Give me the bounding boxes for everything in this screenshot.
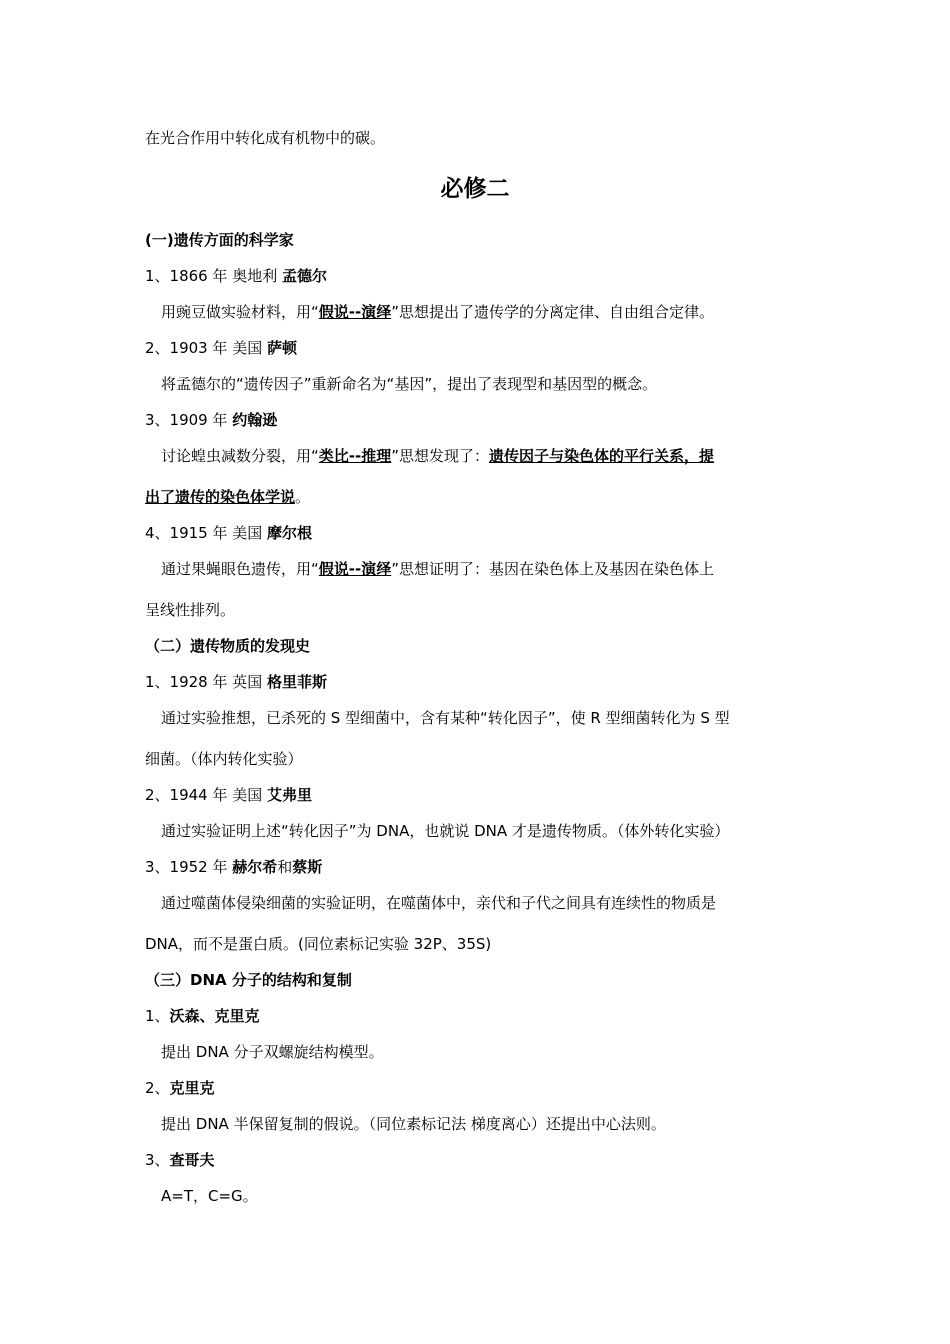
- item-number: 1、1866 年 奥地利: [145, 267, 283, 285]
- desc-emphasis: 假说--演绎: [318, 303, 392, 321]
- section-heading-genetic-material: （二）遗传物质的发现史: [145, 637, 311, 655]
- hershey-desc-cont: DNA，而不是蛋白质。(同位素标记实验 32P、35S): [145, 935, 492, 953]
- desc-emphasis: 出了遗传的染色体学说: [145, 488, 296, 506]
- item-hershey-chase: [145, 857, 322, 877]
- desc-text: 用豌豆做实验材料，用“: [161, 303, 319, 321]
- scientist-name: 赫尔希: [232, 858, 278, 876]
- desc-emphasis: 类比--推理: [318, 447, 392, 465]
- page-title: 必修二: [440, 176, 510, 202]
- morgan-desc: [161, 559, 714, 579]
- scientist-name: 克里克: [169, 1079, 215, 1097]
- scientist-name: 萨顿: [267, 339, 298, 357]
- desc-text: 。: [295, 488, 311, 506]
- item-number: 3、1909 年: [145, 411, 233, 429]
- johannsen-desc: [161, 446, 714, 466]
- desc-emphasis: 遗传因子与染色体的平行关系，提: [489, 447, 715, 465]
- item-number: 2、1903 年 美国: [145, 339, 268, 357]
- watson-desc: 提出 DNA 分子双螺旋结构模型。: [161, 1043, 384, 1061]
- scientist-name: 孟德尔: [282, 267, 328, 285]
- item-number: 1、: [145, 1007, 170, 1025]
- hershey-desc: 通过噬菌体侵染细菌的实验证明，在噬菌体中，亲代和子代之间具有连续性的物质是: [161, 894, 717, 912]
- item-number: 2、1944 年 美国: [145, 786, 268, 804]
- desc-text: ”思想证明了：基因在染色体上及基因在染色体上: [391, 560, 715, 578]
- item-number: 1、1928 年 英国: [145, 673, 268, 691]
- sutton-desc: 将孟德尔的“遗传因子”重新命名为“基因”，提出了表现型和基因型的概念。: [161, 375, 658, 393]
- scientist-name: 约翰逊: [232, 411, 278, 429]
- item-sutton: [145, 338, 297, 358]
- desc-text: 通过果蝇眼色遗传，用“: [161, 560, 319, 578]
- item-griffith: [145, 672, 327, 692]
- johannsen-desc-cont: [145, 487, 310, 507]
- scientist-name: 摩尔根: [267, 524, 313, 542]
- item-number: 4、1915 年 美国: [145, 524, 268, 542]
- section-heading-scientists: (一)遗传方面的科学家: [145, 231, 294, 249]
- item-johannsen: [145, 410, 277, 430]
- scientist-name: 艾弗里: [267, 786, 313, 804]
- section-heading-dna: （三）DNA 分子的结构和复制: [145, 971, 352, 989]
- scientist-name: 查哥夫: [169, 1151, 215, 1169]
- scientist-name: 格里菲斯: [267, 673, 328, 691]
- scientist-name: 沃森、克里克: [169, 1007, 260, 1025]
- morgan-desc-cont: 呈线性排列。: [145, 601, 236, 619]
- desc-text: ”思想发现了：: [391, 447, 490, 465]
- item-avery: [145, 785, 312, 805]
- desc-emphasis: 假说--演绎: [318, 560, 392, 578]
- desc-text: ”思想提出了遗传学的分离定律、自由组合定律。: [391, 303, 715, 321]
- conjunction: 和: [277, 858, 293, 876]
- intro-line: 在光合作用中转化成有机物中的碳。: [145, 129, 386, 147]
- item-crick: [145, 1078, 215, 1098]
- item-number: 3、: [145, 1151, 170, 1169]
- item-mendel: [145, 266, 327, 286]
- mendel-desc: [161, 302, 714, 322]
- griffith-desc-cont: 细菌。（体内转化实验）: [145, 750, 303, 768]
- crick-desc: 提出 DNA 半保留复制的假说。（同位素标记法 梯度离心）还提出中心法则。: [161, 1115, 666, 1133]
- item-morgan: [145, 523, 312, 543]
- griffith-desc: 通过实验推想，已杀死的 S 型细菌中，含有某种“转化因子”，使 R 型细菌转化为 S 型: [161, 709, 730, 727]
- desc-text: 讨论蝗虫减数分裂，用“: [161, 447, 319, 465]
- item-chargaff: [145, 1150, 215, 1170]
- item-watson-crick: [145, 1006, 260, 1026]
- item-number: 2、: [145, 1079, 170, 1097]
- scientist-name: 蔡斯: [292, 858, 323, 876]
- avery-desc: 通过实验证明上述“转化因子”为 DNA，也就说 DNA 才是遗传物质。（体外转化实验）: [161, 822, 730, 840]
- chargaff-desc: A=T，C=G。: [161, 1187, 258, 1205]
- item-number: 3、1952 年: [145, 858, 233, 876]
